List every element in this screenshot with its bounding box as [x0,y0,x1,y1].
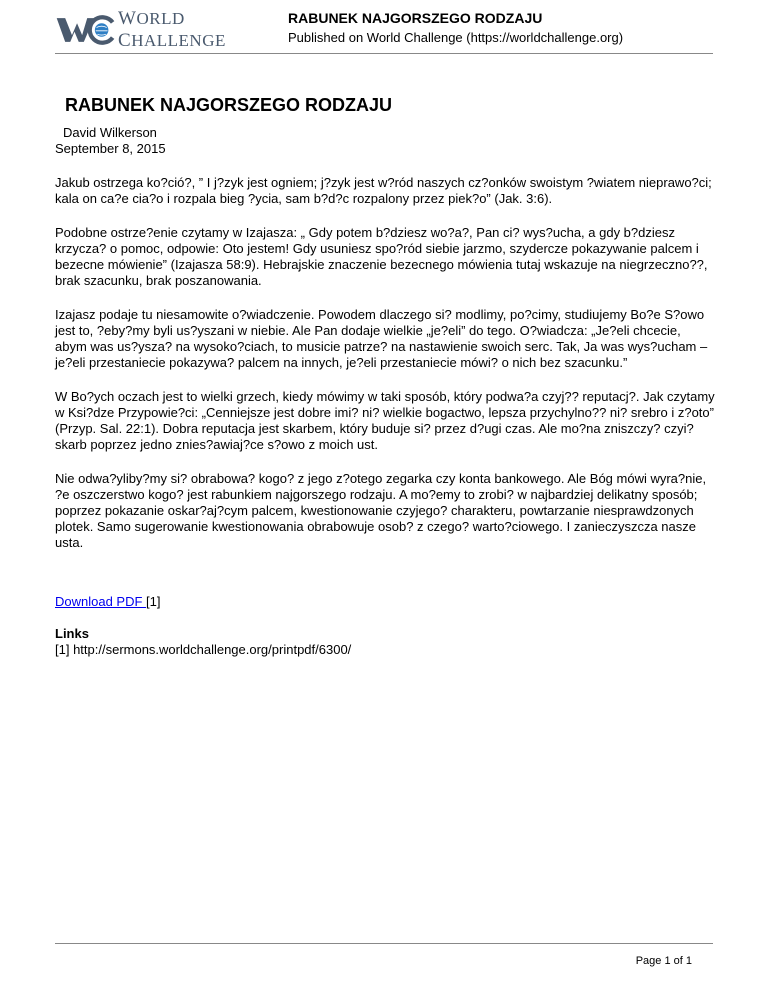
page-number: Page 1 of 1 [635,955,692,967]
world-challenge-logo[interactable] [55,8,270,51]
article-body [55,94,715,658]
article-paragraph: Nie odwa?yliby?my si? obrabowa? kogo? z jego z?otego zegarka czy konta bankowego. Ale Bóg mówi wyra?nie, ?e oszczerstwo kogo? jest rabunkiem najgorszego rodzaju. A mo?emy to zrobi? w najbardziej delikatny sposób; poprzez pokazanie oskar?aj?cym palcem, kwestionowanie czyjego? charakteru, powtarzanie niesprawdzonych plotek. Samo sugerowanie kwestionowania obrabowuje osob? z czego? warto?ciowego. I zanieczyszcza nasze usta. [55,471,707,550]
logo-wordmark: WORLD CHALLENGE [118,8,226,51]
article-author: David Wilkerson [63,125,157,140]
header-divider [55,53,713,54]
header-title: RABUNEK NAJGORSZEGO RODZAJU [288,10,543,26]
download-footnote-ref: [1] [146,594,161,609]
links-heading: Links [55,626,89,641]
article-date: September 8, 2015 [55,141,166,156]
footer-divider [55,943,713,944]
link-reference: [1] http://sermons.worldchallenge.org/printpdf/6300/ [55,642,352,657]
page-header [0,0,768,56]
download-row [55,594,715,610]
article-paragraph: Podobne ostrze?enie czytamy w Izajasza: „ Gdy potem b?dziesz wo?a?, Pan ci? wys?ucha, a gdy b?dziesz krzycza? o pomoc, odpowie: Oto jestem! Gdy usuniesz spo?ród siebie jarzmo, szydercze pokazywanie palcem i bezecne mówienie” (Izajasza 58:9). Hebrajskie znaczenie bezecnego mówienia tutaj wskazuje na niegrzeczno??, brak szacunku, brak poszanowania. [55,225,708,288]
published-on-line: Published on World Challenge (https://worldchallenge.org) [288,30,624,45]
download-pdf-link[interactable]: Download PDF [55,594,147,609]
article-paragraph: Izajasz podaje tu niesamowite o?wiadczenie. Powodem dlaczego si? modlimy, po?cimy, studiujemy Bo?e S?owo jest to, ?eby?my byli us?yszani w niebie. Ale Pan dodaje wielkie „je?eli” do tego. O?wiadcza: „Je?eli chcecie, abym was us?ysza? na wysoko?ciach, to musicie patrze? na nastawienie swoich serc. Tak, Ja was wys?ucham – je?eli przestaniecie pokazywa? palcem na innych, je?eli przestaniecie mówi? o nich bez szacunku.” [55,307,708,370]
article-title: RABUNEK NAJGORSZEGO RODZAJU [65,95,393,115]
article-paragraph: W Bo?ych oczach jest to wielki grzech, kiedy mówimy w taki sposób, który podwa?a czyj?? reputacj?. Jak czytamy w Ksi?dze Przypowie?ci: „Cenniejsze jest dobre imi? ni? wielkie bogactwo, lepsza przychylno?? ni? srebro i z?oto” (Przyp. Sal. 22:1). Dobra reputacja jest skarbem, który buduje si? przez d?ugi czas. Ale mo?na zniszczy? czyi? skarb poprzez jedno znies?awiaj?ce s?owo z moich ust. [55,389,715,452]
article-paragraph: Jakub ostrzega ko?ció?, ” I j?zyk jest ogniem; j?zyk jest w?ród naszych cz?onków swoistym ?wiatem nieprawo?ci; kala on ca?e cia?o i rozpala bieg ?ycia, sam b?d?c rozpalony przez piek?o” (Jak. 3:6). [55,175,712,206]
world-challenge-globe-icon [55,12,116,48]
